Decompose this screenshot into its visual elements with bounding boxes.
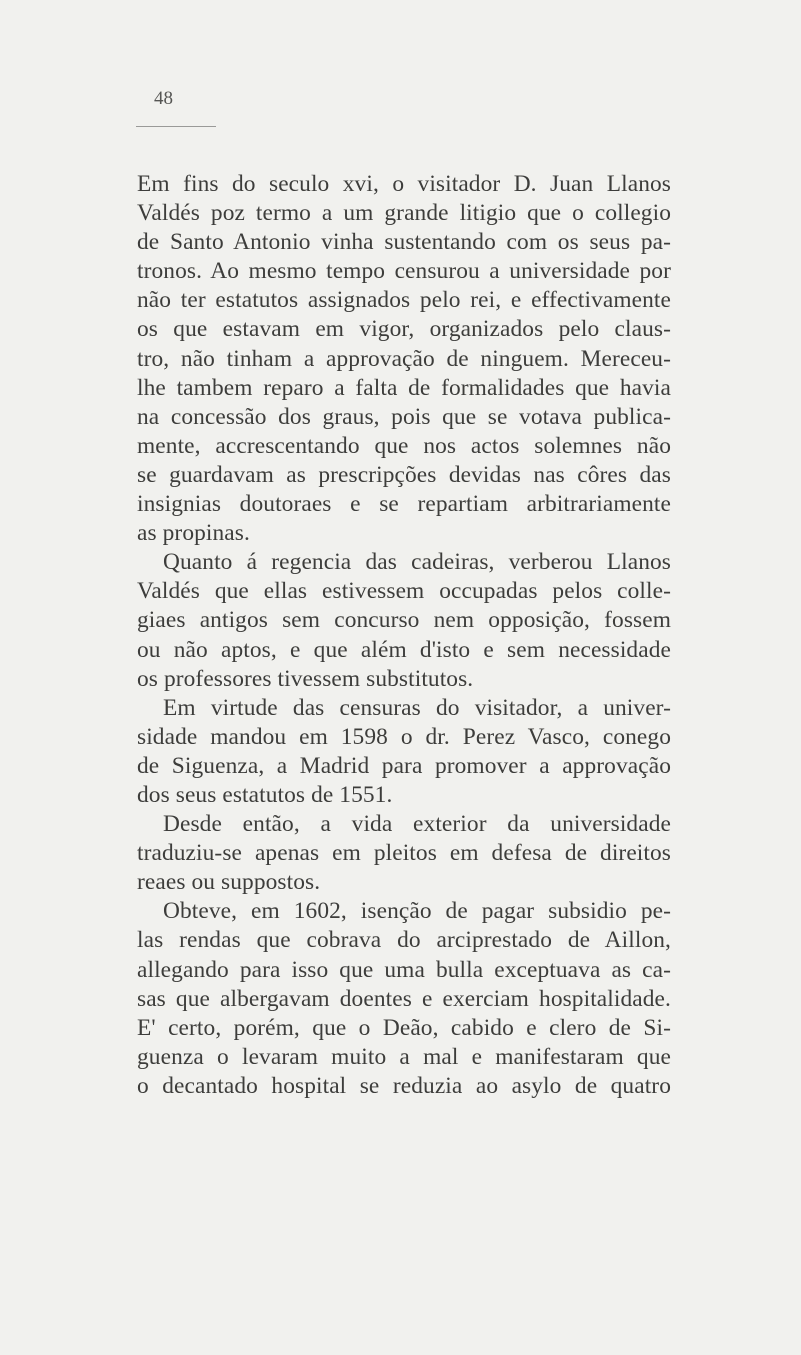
text-line: os professores tivessem substitutos. (137, 665, 474, 692)
text-line: os que estavam em vigor, organizados pelo claus- (137, 316, 671, 343)
text-line: Valdés poz termo a um grande litigio que o collegio (137, 200, 671, 227)
text-line: insignias doutoraes e se repartiam arbitrariamente (137, 491, 671, 518)
text-line: na concessão dos graus, pois que se votava publica- (137, 403, 671, 430)
text-line: tro, não tinham a approvação de ninguem. Mereceu- (137, 345, 671, 372)
text-line: as propinas. (137, 520, 250, 547)
text-line: Quanto á regencia das cadeiras, verberou Llanos (163, 549, 671, 576)
text-line: lhe tambem reparo a falta de formalidades que havia (137, 374, 671, 401)
text-line: sas que albergavam doentes e exerciam hospitalidade. (137, 985, 671, 1012)
body-text (137, 170, 671, 1101)
text-line: mente, accrescentando que nos actos solemnes não (137, 432, 671, 459)
text-line: de Santo Antonio vinha sustentando com os seus pa- (137, 229, 671, 256)
text-line: reaes ou suppostos. (137, 869, 321, 896)
text-line: allegando para isso que uma bulla exceptuava as ca- (137, 956, 671, 983)
text-line: sidade mandou em 1598 o dr. Perez Vasco, conego (137, 723, 671, 750)
text-line: E' certo, porém, que o Deão, cabido e clero de Si- (137, 1014, 671, 1041)
text-line: Desde então, a vida exterior da universidade (163, 811, 671, 838)
text-line: giaes antigos sem concurso nem opposição, fossem (137, 607, 671, 634)
text-line: não ter estatutos assignados pelo rei, e effectivamente (137, 287, 671, 314)
text-line: Em fins do seculo xvi, o visitador D. Juan Llanos (137, 171, 671, 197)
text-line: de Siguenza, a Madrid para promover a approvação (137, 752, 671, 779)
text-line: ou não aptos, e que além d'isto e sem necessidade (137, 636, 671, 663)
text-line: guenza o levaram muito a mal e manifestaram que (137, 1043, 671, 1070)
text-line: Em virtude das censuras do visitador, a univer- (163, 694, 671, 721)
page-number: 48 (154, 88, 173, 109)
text-line: las rendas que cobrava do arciprestado de Aillon, (137, 927, 671, 954)
text-line: o decantado hospital se reduzia ao asylo de quatro (137, 1072, 671, 1099)
text-line: traduziu-se apenas em pleitos em defesa de direitos (137, 840, 671, 867)
text-line: se guardavam as prescripções devidas nas côres das (137, 461, 671, 488)
text-line: dos seus estatutos de 1551. (137, 781, 393, 808)
text-line: tronos. Ao mesmo tempo censurou a universidade por (137, 258, 671, 285)
text-line: Valdés que ellas estivessem occupadas pelos colle- (137, 578, 671, 605)
text-line: Obteve, em 1602, isenção de pagar subsidio pe- (163, 898, 671, 925)
header-rule (136, 126, 216, 127)
